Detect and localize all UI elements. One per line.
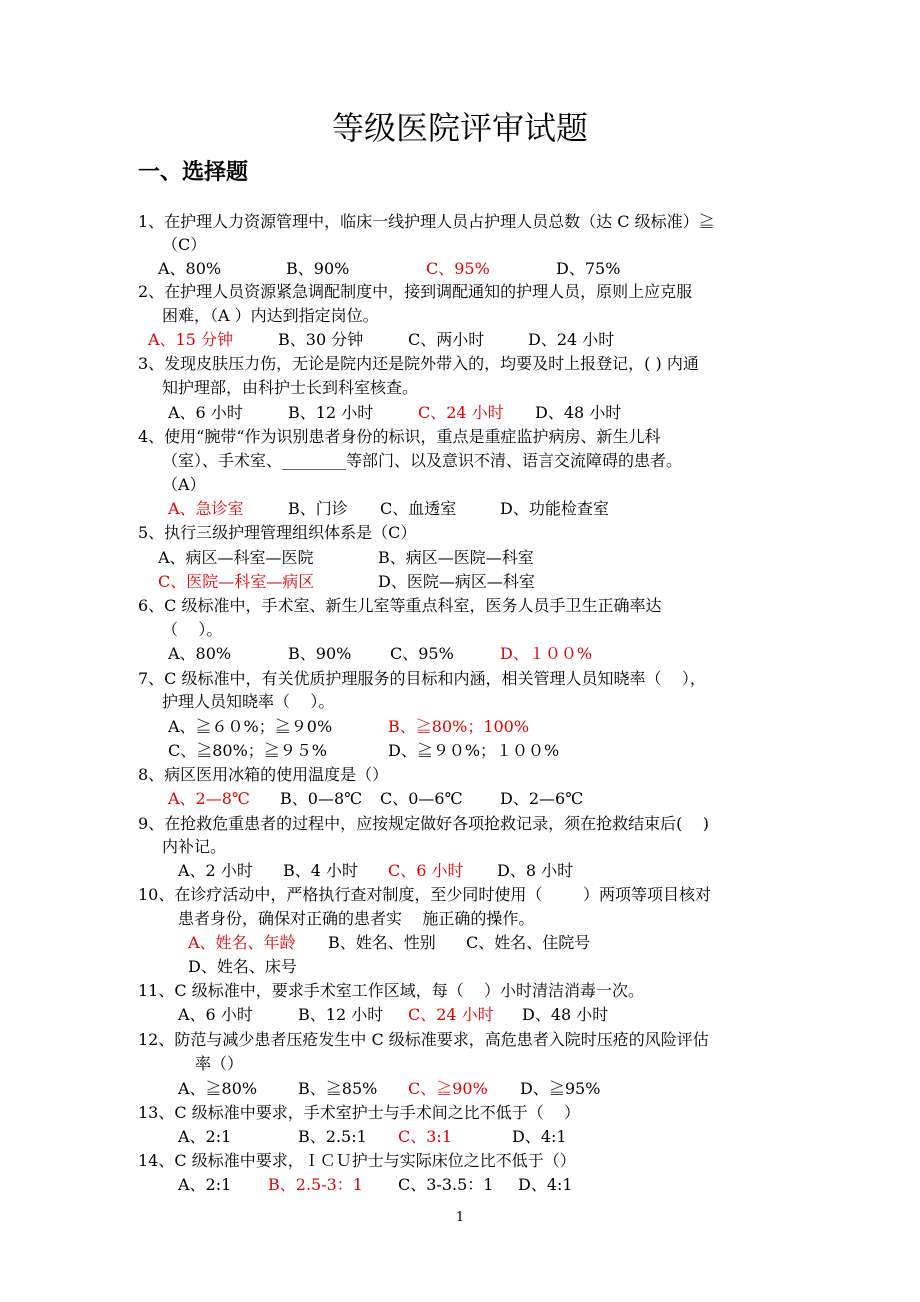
answer-option: C、≧80%；≧９５% bbox=[168, 741, 328, 760]
question-text-line: 知护理部，由科护士长到科室核查。 bbox=[162, 378, 419, 397]
answer-option: C、0—6℃ bbox=[380, 789, 463, 808]
answer-option: B、门诊 bbox=[288, 499, 348, 518]
question-text-line: 9、在抢救危重患者的过程中，应按规定做好各项抢救记录，须在抢救结束后( ) bbox=[138, 814, 710, 833]
answer-option: A、2 小时 bbox=[178, 861, 253, 880]
answer-option-correct: A、15 分钟 bbox=[148, 330, 234, 349]
question-text-line: （ ）。 bbox=[162, 620, 223, 639]
page-number: 1 bbox=[455, 1210, 465, 1225]
answer-option-correct: C、24 小时 bbox=[408, 1005, 494, 1024]
answer-option: D、姓名、床号 bbox=[188, 957, 297, 976]
question-text-line: 率（） bbox=[195, 1054, 244, 1073]
answer-option-correct: A、2—8℃ bbox=[168, 789, 250, 808]
answer-option: A、2:1 bbox=[178, 1127, 232, 1146]
question-text-line: 3、发现皮肤压力伤，无论是院内还是院外带入的，均要及时上报登记，( ) 内通 bbox=[138, 354, 699, 373]
answer-option: D、4:1 bbox=[512, 1127, 567, 1146]
question-text-line: 内补记。 bbox=[162, 837, 227, 856]
answer-option: B、12 小时 bbox=[298, 1005, 384, 1024]
answer-option: A、6 小时 bbox=[178, 1005, 253, 1024]
answer-option-correct: B、2.5-3：1 bbox=[268, 1175, 363, 1194]
question-text-line: （室）、手术室、________等部门、以及意识不清、语言交流障碍的患者。 bbox=[162, 451, 683, 470]
answer-option: B、≧85% bbox=[298, 1079, 378, 1098]
question-text-line: （A） bbox=[162, 475, 206, 494]
answer-option: D、功能检查室 bbox=[500, 499, 609, 518]
question-text-line: 4、使用“腕带“作为识别患者身份的标识，重点是重症监护病房、新生儿科 bbox=[138, 427, 661, 446]
answer-option-correct: C、3:1 bbox=[398, 1127, 452, 1146]
answer-option-correct: C、95% bbox=[426, 259, 490, 278]
answer-option: A、2:1 bbox=[178, 1175, 232, 1194]
answer-option: B、姓名、性别 bbox=[328, 933, 436, 952]
answer-option-correct: A、急诊室 bbox=[168, 499, 244, 518]
answer-option: A、病区—科室—医院 bbox=[158, 548, 314, 567]
answer-option-correct: D、１００% bbox=[500, 644, 593, 663]
question-text-line: 1、在护理人力资源管理中，临床一线护理人员占护理人员总数（达 C 级标准）≧ bbox=[138, 212, 715, 231]
answer-option: B、12 小时 bbox=[288, 403, 374, 422]
question-text-line: 困难，（A ）内达到指定岗位。 bbox=[162, 306, 379, 325]
question-text-line: 12、防范与减少患者压疮发生中 C 级标准要求，高危患者入院时压疮的风险评估 bbox=[138, 1030, 709, 1049]
question-text-line: 护理人员知晓率（ ）。 bbox=[162, 692, 335, 711]
question-text-line: 10、在诊疗活动中，严格执行查对制度，至少同时使用（ ）两项等项目核对 bbox=[138, 885, 712, 904]
answer-option: C、95% bbox=[390, 644, 454, 663]
question-text-line: （C） bbox=[162, 235, 207, 254]
answer-option: C、3-3.5：1 bbox=[398, 1175, 494, 1194]
question-text-line: 患者身份，确保对正确的患者实 施正确的操作。 bbox=[178, 909, 535, 928]
answer-option: A、80% bbox=[158, 259, 222, 278]
question-text-line: 7、C 级标准中，有关优质护理服务的目标和内涵，相关管理人员知晓率（ ）， bbox=[138, 669, 706, 688]
answer-option: B、30 分钟 bbox=[278, 330, 364, 349]
question-text-line: 8、病区医用冰箱的使用温度是（） bbox=[138, 765, 389, 784]
answer-option: B、90% bbox=[286, 259, 350, 278]
answer-option: D、医院—病区—科室 bbox=[378, 572, 535, 591]
question-text-line: 5、执行三级护理管理组织体系是（C） bbox=[138, 523, 417, 542]
answer-option: A、≧80% bbox=[178, 1079, 258, 1098]
question-text-line: 13、C 级标准中要求，手术室护士与手术间之比不低于（ ） bbox=[138, 1103, 581, 1122]
answer-option: D、2—6℃ bbox=[500, 789, 584, 808]
section-title: 一、选择题 bbox=[138, 160, 249, 185]
answer-option: D、4:1 bbox=[518, 1175, 573, 1194]
answer-option: A、6 小时 bbox=[168, 403, 243, 422]
answer-option: D、75% bbox=[556, 259, 621, 278]
answer-option: B、病区—医院—科室 bbox=[378, 548, 534, 567]
answer-option: D、8 小时 bbox=[497, 861, 574, 880]
answer-option: C、姓名、住院号 bbox=[466, 933, 591, 952]
answer-option-correct: C、≧90% bbox=[408, 1079, 488, 1098]
answer-option-correct: A、姓名、年龄 bbox=[188, 933, 296, 952]
answer-option-correct: C、医院—科室—病区 bbox=[158, 572, 315, 591]
answer-option: A、≧６０%；≧９0% bbox=[168, 717, 333, 736]
page-title: 等级医院评审试题 bbox=[331, 109, 588, 147]
answer-option: D、≧95% bbox=[520, 1079, 601, 1098]
question-text-line: 2、在护理人员资源紧急调配制度中，接到调配通知的护理人员，原则上应克服 bbox=[138, 282, 693, 301]
answer-option: B、4 小时 bbox=[283, 861, 359, 880]
answer-option: C、血透室 bbox=[380, 499, 457, 518]
answer-option: A、80% bbox=[168, 644, 232, 663]
question-text-line: 11、C 级标准中，要求手术室工作区域，每（ ）小时清洁消毒一次。 bbox=[138, 981, 645, 1000]
answer-option: B、0—8℃ bbox=[280, 789, 363, 808]
answer-option: D、≧９０%；１００% bbox=[388, 741, 560, 760]
answer-option-correct: C、24 小时 bbox=[418, 403, 504, 422]
question-text-line: 14、C 级标准中要求，ＩＣＵ护士与实际床位之比不低于（） bbox=[138, 1151, 576, 1170]
answer-option-correct: C、6 小时 bbox=[388, 861, 464, 880]
answer-option: D、48 小时 bbox=[535, 403, 622, 422]
answer-option: B、2.5:1 bbox=[298, 1127, 367, 1146]
answer-option: D、48 小时 bbox=[522, 1005, 609, 1024]
answer-option: B、90% bbox=[288, 644, 352, 663]
answer-option-correct: B、≧80%；100% bbox=[388, 717, 530, 736]
answer-option: C、两小时 bbox=[408, 330, 485, 349]
question-text-line: 6、C 级标准中，手术室、新生儿室等重点科室，医务人员手卫生正确率达 bbox=[138, 596, 662, 615]
answer-option: D、24 小时 bbox=[528, 330, 615, 349]
